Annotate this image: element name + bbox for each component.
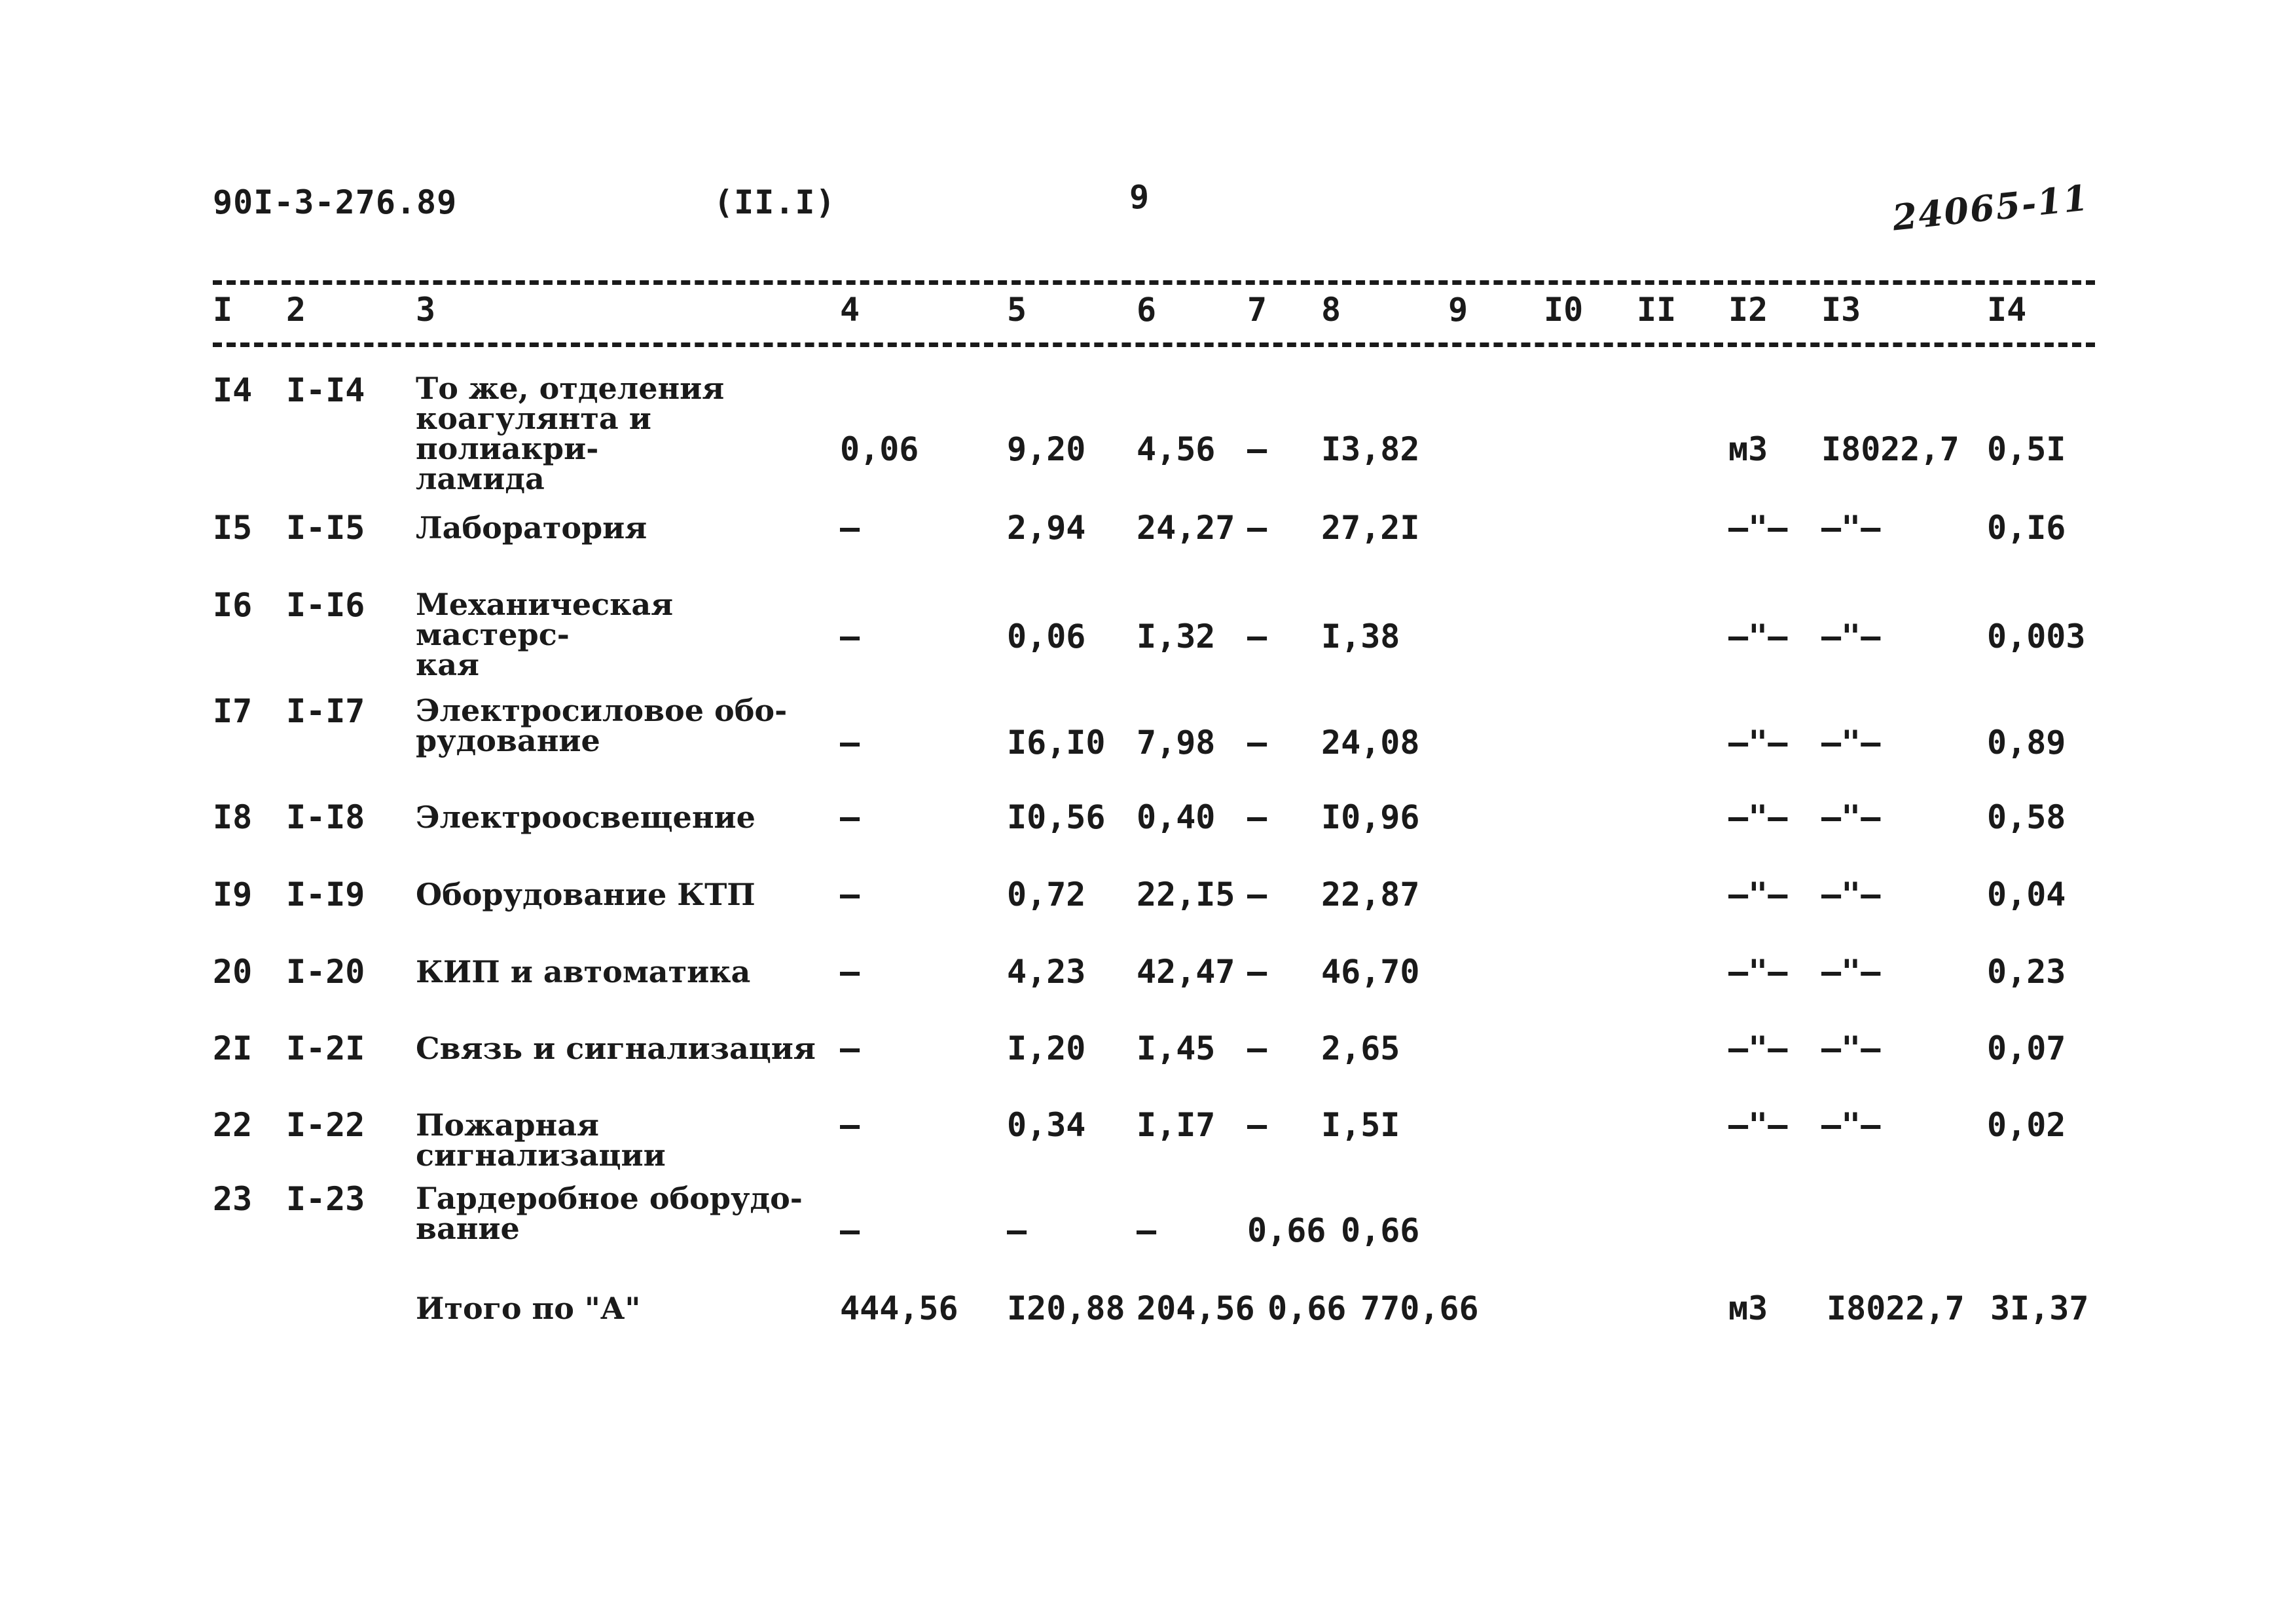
cell-col13: I8022,7 xyxy=(1821,430,1959,468)
cell-col13: –"– xyxy=(1821,953,1881,991)
row-number: 23 xyxy=(213,1180,253,1218)
cell-col4: – xyxy=(840,618,860,655)
cell-col7: – xyxy=(1247,798,1267,836)
column-number: 2 xyxy=(286,291,306,329)
cell-col5: I6,I0 xyxy=(1007,724,1106,762)
cell-col8: I0,96 xyxy=(1321,798,1420,836)
cell-col4: – xyxy=(840,798,860,836)
row-code: I-I8 xyxy=(286,798,365,836)
row-number: 20 xyxy=(213,953,253,991)
cell-col8: 2,65 xyxy=(1321,1029,1400,1067)
cell-col12: –"– xyxy=(1728,876,1788,913)
cell-col7: – xyxy=(1247,724,1267,762)
cell-col6: 24,27 xyxy=(1137,509,1235,547)
row-code: I-23 xyxy=(286,1180,365,1218)
cell-col4: – xyxy=(840,953,860,991)
cell-col4: 0,06 xyxy=(840,430,919,468)
row-code: I-I6 xyxy=(286,586,365,624)
header-divider-top xyxy=(213,280,2095,285)
row-number: 2I xyxy=(213,1029,253,1067)
column-number: I xyxy=(213,291,233,329)
cell-col14: 0,23 xyxy=(1987,953,2066,991)
cell-col4: – xyxy=(840,876,860,913)
cell-col12: –"– xyxy=(1728,953,1788,991)
column-number: I3 xyxy=(1821,291,1861,329)
column-number: I2 xyxy=(1728,291,1768,329)
section-number: (II.I) xyxy=(714,183,836,221)
column-number: 3 xyxy=(416,291,436,329)
cell-col4: – xyxy=(840,1029,860,1067)
cell-col6: 7,98 xyxy=(1137,724,1216,762)
cell-col14: 0,58 xyxy=(1987,798,2066,836)
cell-col6: I,I7 xyxy=(1137,1106,1216,1144)
cell-col4: – xyxy=(840,1106,860,1144)
cell-col6: I,45 xyxy=(1137,1029,1216,1067)
total-col12: м3 xyxy=(1728,1289,1768,1327)
cell-col8: I,38 xyxy=(1321,618,1400,655)
cell-col12: –"– xyxy=(1728,618,1788,655)
cell-col6: – xyxy=(1137,1211,1157,1249)
header-divider-bottom xyxy=(213,342,2095,347)
cell-col12: –"– xyxy=(1728,724,1788,762)
cell-col7: – xyxy=(1247,430,1267,468)
cell-col13: –"– xyxy=(1821,1106,1881,1144)
cell-col8: I3,82 xyxy=(1321,430,1420,468)
row-name: Пожарная сигнализации xyxy=(416,1107,666,1173)
cell-col14: 0,04 xyxy=(1987,876,2066,913)
row-number: I7 xyxy=(213,692,253,730)
cell-col5: I,20 xyxy=(1007,1029,1086,1067)
cell-col12: –"– xyxy=(1728,798,1788,836)
row-name: Электросиловое обо- рудование xyxy=(416,693,788,758)
cell-col12: –"– xyxy=(1728,509,1788,547)
cell-col5: 2,94 xyxy=(1007,509,1086,547)
cell-col6: 22,I5 xyxy=(1137,876,1235,913)
cell-col13: –"– xyxy=(1821,876,1881,913)
cell-col6: 42,47 xyxy=(1137,953,1235,991)
total-col4: 444,56 xyxy=(840,1289,958,1327)
cell-col7: – xyxy=(1247,618,1267,655)
cell-col14: 0,02 xyxy=(1987,1106,2066,1144)
cell-col14: 0,07 xyxy=(1987,1029,2066,1067)
cell-col6: 0,40 xyxy=(1137,798,1216,836)
row-code: I-I4 xyxy=(286,371,365,409)
cell-col7: – xyxy=(1247,509,1267,547)
cell-col8: 24,08 xyxy=(1321,724,1420,762)
row-number: I9 xyxy=(213,876,253,913)
cell-col5: 0,72 xyxy=(1007,876,1086,913)
column-number: 5 xyxy=(1007,291,1027,329)
column-number: I4 xyxy=(1987,291,2027,329)
cell-col5: – xyxy=(1007,1211,1027,1249)
column-number: 9 xyxy=(1448,291,1468,329)
cell-col6: 4,56 xyxy=(1137,430,1216,468)
total-col6: 204,56 xyxy=(1137,1289,1255,1327)
cell-col5: 0,34 xyxy=(1007,1106,1086,1144)
row-name: Механическая мастерс- кая xyxy=(416,587,674,682)
handwritten-reference: 24065-11 xyxy=(1890,176,2091,239)
cell-col6: I,32 xyxy=(1137,618,1216,655)
total-col14: 3I,37 xyxy=(1990,1289,2089,1327)
column-number: 8 xyxy=(1321,291,1341,329)
cell-col5: 4,23 xyxy=(1007,953,1086,991)
column-number: II xyxy=(1637,291,1677,329)
cell-col13: –"– xyxy=(1821,618,1881,655)
column-number: I0 xyxy=(1544,291,1584,329)
total-label: Итого по "А" xyxy=(416,1291,641,1326)
total-col8: 770,66 xyxy=(1360,1289,1479,1327)
row-number: I4 xyxy=(213,371,253,409)
cell-col7: – xyxy=(1247,1106,1267,1144)
cell-col13: –"– xyxy=(1821,724,1881,762)
cell-col14: 0,89 xyxy=(1987,724,2066,762)
document-code: 90I-3-276.89 xyxy=(213,183,458,221)
cell-col13: –"– xyxy=(1821,509,1881,547)
cell-col7: – xyxy=(1247,876,1267,913)
column-number-row xyxy=(0,291,2296,337)
cell-col12: –"– xyxy=(1728,1106,1788,1144)
cell-col13: –"– xyxy=(1821,798,1881,836)
row-code: I-2I xyxy=(286,1029,365,1067)
cell-col14: 0,5I xyxy=(1987,430,2066,468)
cell-col12: –"– xyxy=(1728,1029,1788,1067)
cell-col14: 0,I6 xyxy=(1987,509,2066,547)
row-code: I-I5 xyxy=(286,509,365,547)
row-code: I-20 xyxy=(286,953,365,991)
cell-col8: 27,2I xyxy=(1321,509,1420,547)
row-code: I-22 xyxy=(286,1106,365,1144)
cell-col12: м3 xyxy=(1728,430,1768,468)
total-col7: 0,66 xyxy=(1267,1289,1347,1327)
row-code: I-I9 xyxy=(286,876,365,913)
cell-col7: – xyxy=(1247,953,1267,991)
row-name: Оборудование КТП xyxy=(416,877,756,912)
row-number: I5 xyxy=(213,509,253,547)
cell-col7: 0,66 xyxy=(1247,1211,1326,1249)
cell-col13: –"– xyxy=(1821,1029,1881,1067)
total-col5: I20,88 xyxy=(1007,1289,1125,1327)
row-name: То же, отделения коагулянта и полиакри- ламида xyxy=(416,371,725,496)
cell-col8: 46,70 xyxy=(1321,953,1420,991)
cell-col8: I,5I xyxy=(1321,1106,1400,1144)
cell-col14: 0,003 xyxy=(1987,618,2086,655)
row-number: 22 xyxy=(213,1106,253,1144)
row-number: I8 xyxy=(213,798,253,836)
row-name: Гардеробное оборудо- вание xyxy=(416,1181,803,1246)
cell-col4: – xyxy=(840,509,860,547)
row-code: I-I7 xyxy=(286,692,365,730)
cell-col4: – xyxy=(840,724,860,762)
cell-col5: 0,06 xyxy=(1007,618,1086,655)
cell-col8: 0,66 xyxy=(1341,1211,1420,1249)
total-col13: I8022,7 xyxy=(1827,1289,1965,1327)
cell-col5: 9,20 xyxy=(1007,430,1086,468)
cell-col8: 22,87 xyxy=(1321,876,1420,913)
row-number: I6 xyxy=(213,586,253,624)
cell-col5: I0,56 xyxy=(1007,798,1106,836)
row-name: Связь и сигнализация xyxy=(416,1031,816,1066)
row-name: КИП и автоматика xyxy=(416,954,751,989)
cell-col7: – xyxy=(1247,1029,1267,1067)
column-number: 7 xyxy=(1247,291,1267,329)
row-name: Электроосвещение xyxy=(416,800,756,835)
cell-col4: – xyxy=(840,1211,860,1249)
page-number: 9 xyxy=(1129,178,1150,216)
column-number: 6 xyxy=(1137,291,1157,329)
row-name: Лаборатория xyxy=(416,510,647,545)
column-number: 4 xyxy=(840,291,860,329)
